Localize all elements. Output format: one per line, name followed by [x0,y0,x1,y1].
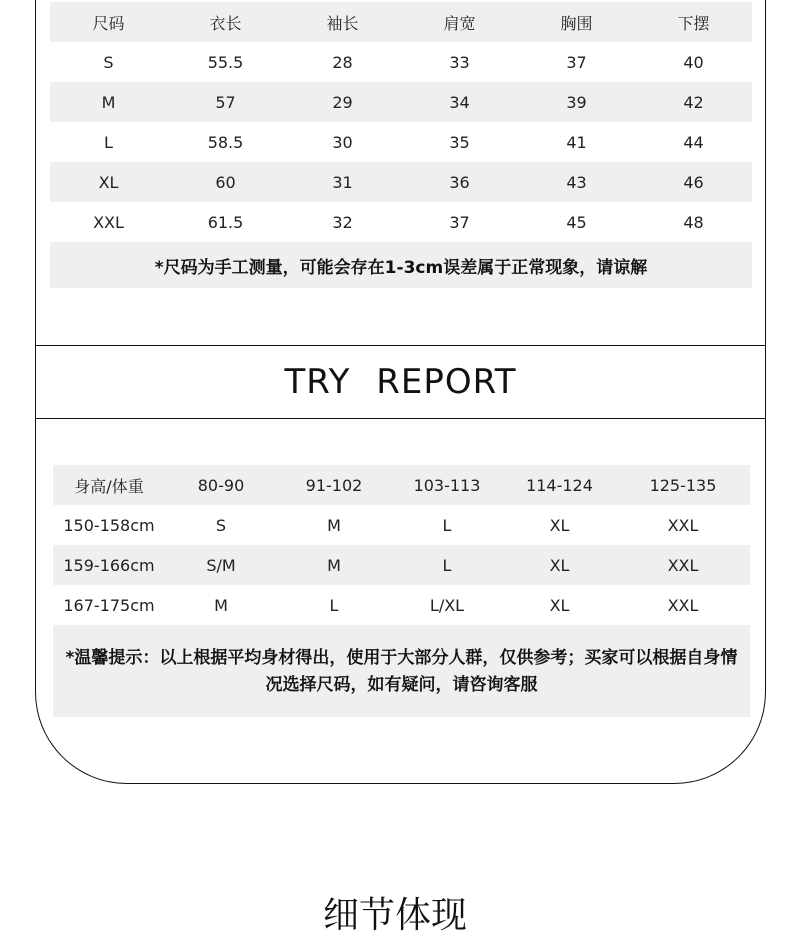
section-divider-bottom [35,418,766,419]
table-cell: S [103,52,114,72]
header-cell: 尺码 [50,2,167,42]
table-cell: L [391,545,503,585]
table-cell: 167-175cm [63,595,155,615]
header-cell: 125-135 [616,465,750,505]
table-row [50,162,752,202]
size-tip-text: *温馨提示：以上根据平均身材得出，使用于大部分人群，仅供参考；买家可以根据自身情况选择尺码，如有疑问，请咨询客服 [65,648,738,695]
table-cell: M [50,82,167,122]
table-cell: 35 [449,132,470,152]
table-cell: 58.5 [207,132,244,152]
table-cell: 61.5 [207,212,244,232]
try-report-title: TRY REPORT [284,362,517,402]
table-cell: L [442,515,452,535]
try-report-table [53,465,750,625]
table-cell: 37 [449,212,470,232]
header-cell: 胸围 [518,2,635,42]
table-cell: XXL [93,212,124,232]
header-cell: 衣长 [167,2,284,42]
table-cell: XL [549,595,570,615]
table-cell: 46 [635,162,752,202]
table-cell: 36 [401,162,518,202]
header-cell: 114-124 [503,465,616,505]
table-cell: 57 [167,82,284,122]
header-cell: 103-113 [391,465,503,505]
table-row [53,505,750,545]
table-row [50,122,752,162]
table-row [50,42,752,82]
table-cell: 40 [683,52,704,72]
table-cell: 42 [635,82,752,122]
table-cell: 44 [683,132,704,152]
table-row [50,202,752,242]
table-row [53,545,750,585]
table-cell: 32 [332,212,353,232]
table-cell: XXL [616,545,750,585]
table-cell: M [327,515,341,535]
size-note: *尺码为手工测量，可能会存在1-3cm误差属于正常现象，请谅解 [50,242,752,288]
header-cell: 80-90 [165,465,277,505]
table-cell: L [329,595,339,615]
size-chart-header-row [50,2,752,42]
table-cell: 150-158cm [63,515,155,535]
table-cell: XXL [667,515,699,535]
table-cell: 29 [284,82,401,122]
table-cell: L/XL [429,595,465,615]
header-cell: 91-102 [277,465,391,505]
table-cell: 31 [284,162,401,202]
table-cell: S/M [165,545,277,585]
table-cell: 28 [332,52,353,72]
table-cell: 45 [566,212,587,232]
detail-section-title: 细节体现 [322,895,467,936]
size-chart-table [50,2,752,288]
table-cell: M [214,595,228,615]
table-row [50,82,752,122]
table-cell: XXL [667,595,699,615]
header-cell: 袖长 [284,2,401,42]
table-row [53,585,750,625]
header-cell: 下摆 [635,2,752,42]
table-cell: 55.5 [207,52,244,72]
table-cell: XL [503,545,616,585]
table-cell: 39 [518,82,635,122]
table-cell: 30 [332,132,353,152]
size-note-row [50,242,752,288]
table-cell: 43 [518,162,635,202]
try-report-header-row [53,465,750,505]
table-cell: S [215,515,227,535]
table-cell: 159-166cm [53,545,165,585]
table-cell: 33 [449,52,470,72]
table-cell: 34 [401,82,518,122]
table-cell: 37 [566,52,587,72]
header-cell: 身高/体重 [53,465,165,505]
table-cell: 41 [566,132,587,152]
size-tip-box [53,625,750,717]
table-cell: 60 [167,162,284,202]
table-cell: M [277,545,391,585]
table-cell: XL [549,515,570,535]
table-cell: XL [50,162,167,202]
header-cell: 肩宽 [401,2,518,42]
table-cell: 48 [683,212,704,232]
table-cell: L [104,132,113,152]
